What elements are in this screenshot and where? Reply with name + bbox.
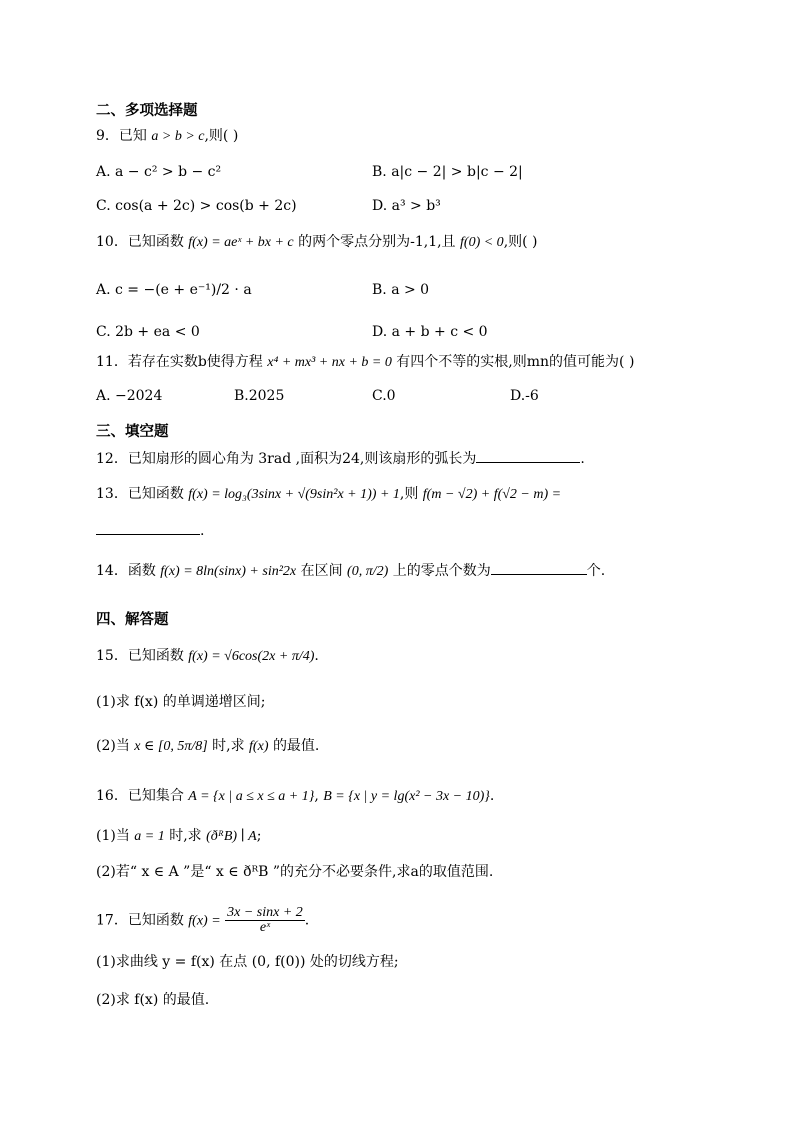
q10-option-b: B. a > 0 xyxy=(372,282,430,298)
question-15-stem xyxy=(96,646,319,667)
question-11-stem xyxy=(96,352,634,373)
q12-answer-blank[interactable] xyxy=(476,448,580,463)
q11-tail: 有四个不等的实根,则mn的值可能为( ) xyxy=(396,354,635,370)
question-13 xyxy=(96,484,561,505)
q15-p2-c: 的最值. xyxy=(272,738,320,754)
q10-function: f(x) = aeˣ + bx + c xyxy=(188,235,294,250)
q11-option-a: A. −2024 xyxy=(96,388,163,404)
q9-stem-text: 9．已知 xyxy=(96,128,147,144)
question-9-stem xyxy=(96,126,238,147)
q9-tail: ,则( ) xyxy=(204,128,239,144)
q16-stem-text: 16．已知集合 xyxy=(96,788,184,804)
q13-expression: f(m − √2) + f(√2 − m) = xyxy=(422,487,562,502)
q15-p2-a: (2)当 xyxy=(96,738,130,754)
q15-function: f(x) = √6cos(2x + π/4) xyxy=(188,649,315,664)
q12-end: . xyxy=(580,451,585,467)
q13-function: f(x) = log₃(3sinx + √(9sin²x + 1)) + 1 xyxy=(188,487,400,502)
q13-answer-blank[interactable] xyxy=(96,520,200,535)
section-heading-multiple-choice: 二、多项选择题 xyxy=(96,103,198,119)
section-heading-solutions: 四、解答题 xyxy=(96,612,169,628)
q10-option-d: D. a + b + c < 0 xyxy=(372,324,488,340)
q16-p1-expression: (ðᴿB) ∣ A xyxy=(206,829,257,844)
q13-answer-line xyxy=(96,520,204,541)
q15-end: . xyxy=(314,648,319,664)
q16-p1-end: ; xyxy=(256,828,262,844)
q9-condition: a > b > c xyxy=(151,129,205,144)
q14-function: f(x) = 8ln(sinx) + sin²2x xyxy=(160,564,297,579)
q10-condition: f(0) < 0 xyxy=(460,235,504,250)
q10-option-a: A. c = −(e + e⁻¹)/2 · a xyxy=(96,282,252,298)
q15-part-1: (1)求 f(x) 的单调递增区间; xyxy=(96,694,266,710)
q16-sep: , xyxy=(314,788,319,804)
q10-option-c: C. 2b + ea < 0 xyxy=(96,324,200,340)
question-10-stem xyxy=(96,232,538,253)
q17-numerator: 3x − sinx + 2 xyxy=(227,905,303,920)
q14-interval: (0, π/2) xyxy=(347,564,389,579)
question-16-stem xyxy=(96,786,494,807)
q13-tail: ,则 xyxy=(399,486,419,502)
q15-p2-b: 时,求 xyxy=(212,738,245,754)
q17-part-2: (2)求 f(x) 的最值. xyxy=(96,992,210,1008)
q16-p1-b: 时,求 xyxy=(169,828,202,844)
q14-end: 个. xyxy=(586,563,606,579)
q11-option-d: D.-6 xyxy=(510,388,539,404)
q15-part-2 xyxy=(96,736,319,757)
q12-text: 12．已知扇形的圆心角为 3rad ,面积为24,则该扇形的弧长为 xyxy=(96,451,477,467)
q14-tail: 上的零点个数为 xyxy=(392,563,491,579)
q14-stem-text: 14．函数 xyxy=(96,563,156,579)
q9-option-b: B. a|c − 2| > b|c − 2| xyxy=(372,164,523,180)
q16-p1-a: (1)当 xyxy=(96,828,130,844)
q16-part-1 xyxy=(96,826,261,847)
q14-answer-blank[interactable] xyxy=(491,560,587,575)
q13-end: . xyxy=(200,523,205,539)
q15-p2-condition: x ∈ [0, 5π/8] xyxy=(134,739,208,754)
q16-set-b: B = {x | y = lg(x² − 3x − 10)} xyxy=(323,789,490,804)
q14-middle: 在区间 xyxy=(300,563,343,579)
q11-option-c: C.0 xyxy=(372,388,396,404)
q16-end: . xyxy=(489,788,495,804)
q17-stem-text: 17．已知函数 xyxy=(96,912,184,929)
q10-stem-text: 10．已知函数 xyxy=(96,234,184,250)
q17-fraction xyxy=(225,906,305,935)
q17-end: . xyxy=(304,912,310,929)
q9-option-a: A. a − c² > b − c² xyxy=(96,164,222,180)
q13-stem-text: 13．已知函数 xyxy=(96,486,184,502)
q11-equation: x⁴ + mx³ + nx + b = 0 xyxy=(267,355,392,370)
q16-p1-condition: a = 1 xyxy=(134,829,165,844)
q11-stem-text: 11．若存在实数b使得方程 xyxy=(96,354,263,370)
q10-tail: ,则( ) xyxy=(503,234,538,250)
q16-set-a: A = {x | a ≤ x ≤ a + 1} xyxy=(188,789,315,804)
q17-function-lhs: f(x) = xyxy=(188,913,221,929)
question-17-stem xyxy=(96,906,309,935)
q10-middle: 的两个零点分别为-1,1,且 xyxy=(298,234,456,250)
q9-option-c: C. cos(a + 2c) > cos(b + 2c) xyxy=(96,198,297,214)
section-heading-fill-in: 三、填空题 xyxy=(96,424,169,440)
q16-part-2: (2)若“ x ∈ A ”是“ x ∈ ðᴿB ”的充分不必要条件,求a的取值范围. xyxy=(96,864,494,880)
q11-option-b: B.2025 xyxy=(234,388,285,404)
q17-part-1: (1)求曲线 y = f(x) 在点 (0, f(0)) 处的切线方程; xyxy=(96,954,399,970)
q15-stem-text: 15．已知函数 xyxy=(96,648,184,664)
question-12 xyxy=(96,448,585,469)
q9-option-d: D. a³ > b³ xyxy=(372,198,441,214)
question-14 xyxy=(96,560,605,582)
q15-p2-function: f(x) xyxy=(249,739,269,754)
q17-denominator: eˣ xyxy=(259,920,271,935)
